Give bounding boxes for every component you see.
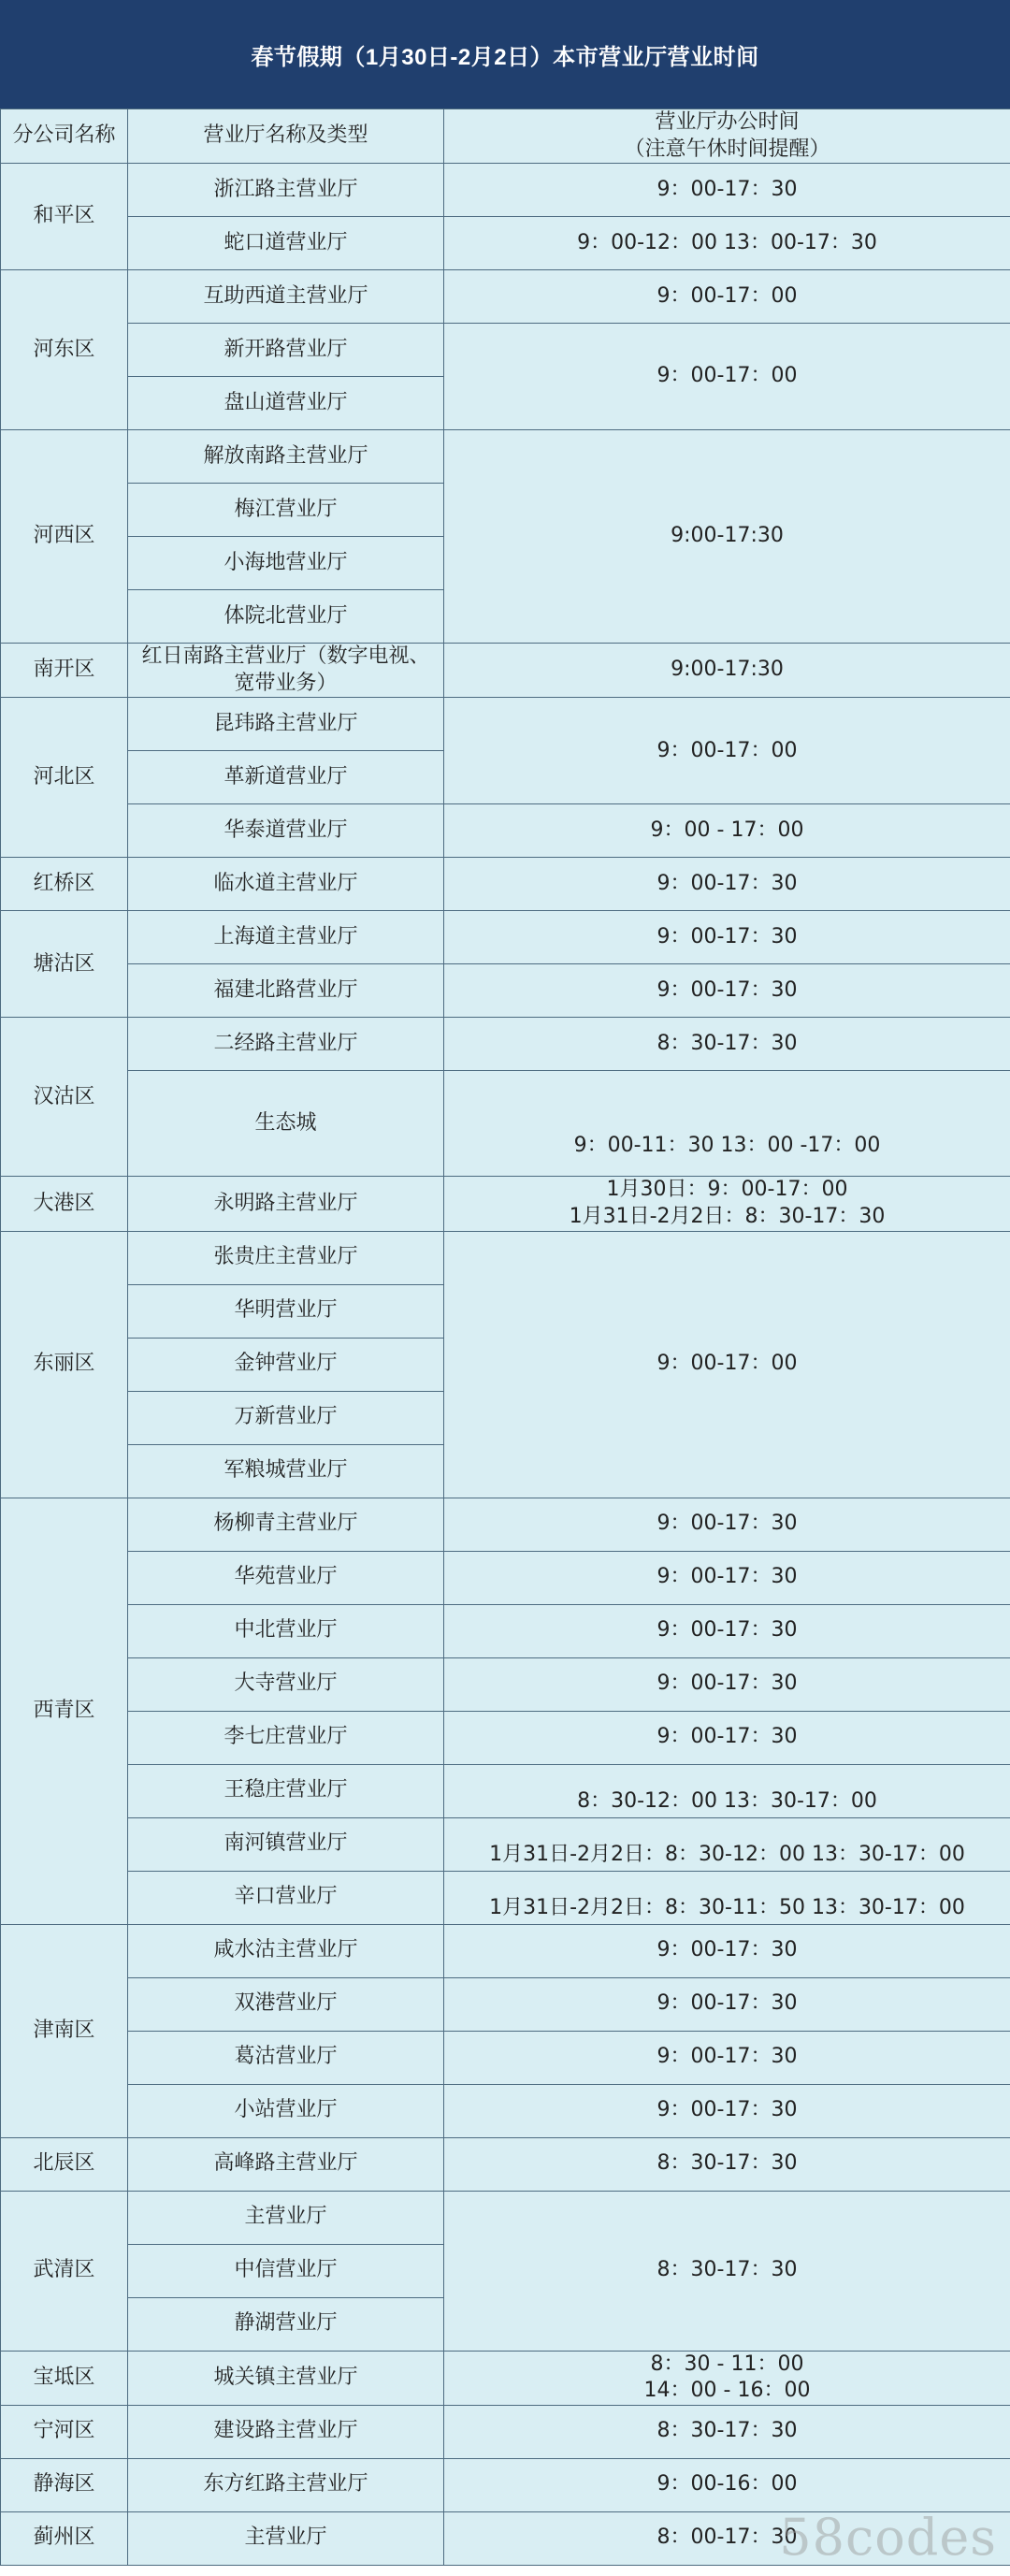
branch-cell: 东方红路主营业厅: [128, 2458, 444, 2511]
table-row: [1, 1071, 1010, 1177]
hours-cell: 8：30-17：30: [444, 2191, 1010, 2351]
branch-cell: 葛沽营业厅: [128, 2031, 444, 2084]
hours-cell: 9：00-17：00: [444, 270, 1010, 324]
branch-cell: 主营业厅: [128, 2511, 444, 2565]
hours-cell: 8：30-17：30: [444, 1018, 1010, 1071]
hours-cell: 8：30 - 11：00 14：00 - 16：00: [444, 2351, 1010, 2405]
branch-cell: 南河镇营业厅: [128, 1817, 444, 1871]
branch-cell: 小海地营业厅: [128, 537, 444, 590]
hours-cell: 8：00-17：30: [444, 2511, 1010, 2565]
watermark: 58codes: [779, 2508, 997, 2567]
district-cell: 河北区: [1, 698, 128, 858]
table-row: [1, 911, 1010, 964]
district-cell: 武清区: [1, 2191, 128, 2351]
district-cell: 河西区: [1, 430, 128, 644]
branch-cell: 高峰路主营业厅: [128, 2137, 444, 2191]
table-row: [1, 1604, 1010, 1657]
branch-cell: 主营业厅: [128, 2191, 444, 2244]
branch-cell: 永明路主营业厅: [128, 1177, 444, 1231]
district-cell: 塘沽区: [1, 911, 128, 1018]
district-cell: 东丽区: [1, 1231, 128, 1498]
table-row: [1, 2084, 1010, 2137]
table-row: [1, 1977, 1010, 2031]
district-cell: 和平区: [1, 164, 128, 270]
hours-cell: 9：00-17：30: [444, 1977, 1010, 2031]
hours-cell: 1月31日-2月2日：8：30-12：00 13：30-17：00: [444, 1817, 1010, 1871]
district-cell: 西青区: [1, 1498, 128, 1924]
table-row: [1, 1551, 1010, 1604]
branch-cell: 革新道营业厅: [128, 751, 444, 804]
hours-cell: 9:00-17:30: [444, 430, 1010, 644]
table-row: [1, 1018, 1010, 1071]
branch-cell: 梅江营业厅: [128, 484, 444, 537]
hours-cell: 9：00-17：30: [444, 1657, 1010, 1711]
table-row: [1, 2137, 1010, 2191]
hours-cell: 1月31日-2月2日：8：30-11：50 13：30-17：00: [444, 1871, 1010, 1924]
business-hours-table: [0, 109, 1010, 2566]
hours-cell: 9：00-17：30: [444, 2031, 1010, 2084]
table-row: [1, 2351, 1010, 2405]
table-row: [1, 430, 1010, 484]
table-row: [1, 270, 1010, 324]
branch-cell: 浙江路主营业厅: [128, 164, 444, 217]
hours-cell: 8：30-12：00 13：30-17：00: [444, 1764, 1010, 1817]
table-title: 春节假期（1月30日-2月2日）本市营业厅营业时间: [0, 0, 1010, 109]
table-row: [1, 164, 1010, 217]
table-row: [1, 964, 1010, 1018]
branch-cell: 二经路主营业厅: [128, 1018, 444, 1071]
hours-cell: 9：00-16：00: [444, 2458, 1010, 2511]
branch-cell: 辛口营业厅: [128, 1871, 444, 1924]
header-branch: 营业厅名称及类型: [128, 109, 444, 164]
branch-cell: 建设路主营业厅: [128, 2405, 444, 2458]
branch-cell: 静湖营业厅: [128, 2297, 444, 2351]
hours-cell: 9：00-17：00: [444, 324, 1010, 430]
table-row: [1, 1231, 1010, 1284]
branch-cell: 华泰道营业厅: [128, 804, 444, 858]
hours-cell: 9:00-17:30: [444, 644, 1010, 698]
district-cell: 宝坻区: [1, 2351, 128, 2405]
branch-cell: 华苑营业厅: [128, 1551, 444, 1604]
hours-cell: 9：00-17：00: [444, 698, 1010, 804]
table-row: [1, 2458, 1010, 2511]
branch-cell: 军粮城营业厅: [128, 1444, 444, 1498]
branch-cell: 中北营业厅: [128, 1604, 444, 1657]
hours-cell: 9：00-17：30: [444, 858, 1010, 911]
branch-cell: 大寺营业厅: [128, 1657, 444, 1711]
branch-cell: 红日南路主营业厅（数字电视、宽带业务）: [128, 644, 444, 698]
district-cell: 静海区: [1, 2458, 128, 2511]
district-cell: 红桥区: [1, 858, 128, 911]
header-hours: 营业厅办公时间 （注意午休时间提醒）: [444, 109, 1010, 164]
table-row: [1, 644, 1010, 698]
hours-cell: 9：00-17：30: [444, 1551, 1010, 1604]
branch-cell: 王稳庄营业厅: [128, 1764, 444, 1817]
hours-cell: 8：30-17：30: [444, 2405, 1010, 2458]
branch-cell: 临水道主营业厅: [128, 858, 444, 911]
header-row: [1, 109, 1010, 164]
branch-cell: 福建北路营业厅: [128, 964, 444, 1018]
district-cell: 南开区: [1, 644, 128, 698]
table-row: [1, 1817, 1010, 1871]
hours-cell: 9：00-17：30: [444, 1711, 1010, 1764]
hours-cell: 9：00-17：30: [444, 964, 1010, 1018]
branch-cell: 李七庄营业厅: [128, 1711, 444, 1764]
branch-cell: 万新营业厅: [128, 1391, 444, 1444]
hours-cell: 8：30-17：30: [444, 2137, 1010, 2191]
hours-cell: 9：00 - 17：00: [444, 804, 1010, 858]
branch-cell: 新开路营业厅: [128, 324, 444, 377]
hours-cell: 1月30日：9：00-17：00 1月31日-2月2日：8：30-17：30: [444, 1177, 1010, 1231]
branch-cell: 张贵庄主营业厅: [128, 1231, 444, 1284]
branch-cell: 中信营业厅: [128, 2244, 444, 2297]
table-row: [1, 2191, 1010, 2244]
branch-cell: 解放南路主营业厅: [128, 430, 444, 484]
branch-cell: 咸水沽主营业厅: [128, 1924, 444, 1977]
table-row: [1, 1498, 1010, 1551]
table-row: [1, 1177, 1010, 1231]
table-row: [1, 2405, 1010, 2458]
hours-cell: 9：00-17：30: [444, 164, 1010, 217]
branch-cell: 城关镇主营业厅: [128, 2351, 444, 2405]
table-row: [1, 1924, 1010, 1977]
branch-cell: 蛇口道营业厅: [128, 217, 444, 270]
branch-cell: 昆玮路主营业厅: [128, 698, 444, 751]
table-row: [1, 217, 1010, 270]
table-row: [1, 2031, 1010, 2084]
hours-cell: 9：00-17：30: [444, 1924, 1010, 1977]
branch-cell: 双港营业厅: [128, 1977, 444, 2031]
district-cell: 大港区: [1, 1177, 128, 1231]
table-row: [1, 1764, 1010, 1817]
district-cell: 汉沽区: [1, 1018, 128, 1177]
header-district: 分公司名称: [1, 109, 128, 164]
hours-cell: 9：00-17：30: [444, 1498, 1010, 1551]
hours-cell: 9：00-17：30: [444, 2084, 1010, 2137]
district-cell: 北辰区: [1, 2137, 128, 2191]
table-row: [1, 1657, 1010, 1711]
table-row: [1, 698, 1010, 751]
branch-cell: 杨柳青主营业厅: [128, 1498, 444, 1551]
branch-cell: 上海道主营业厅: [128, 911, 444, 964]
district-cell: 津南区: [1, 1924, 128, 2137]
hours-cell: 9：00-17：30: [444, 911, 1010, 964]
hours-cell: 9：00-17：00: [444, 1231, 1010, 1498]
hours-cell: 9：00-11：30 13：00 -17：00: [444, 1071, 1010, 1177]
branch-cell: 盘山道营业厅: [128, 377, 444, 430]
district-cell: 宁河区: [1, 2405, 128, 2458]
branch-cell: 生态城: [128, 1071, 444, 1177]
branch-cell: 互助西道主营业厅: [128, 270, 444, 324]
district-cell: 河东区: [1, 270, 128, 430]
hours-cell: 9：00-17：30: [444, 1604, 1010, 1657]
district-cell: 蓟州区: [1, 2511, 128, 2565]
table-row: [1, 804, 1010, 858]
table-row: [1, 858, 1010, 911]
branch-cell: 小站营业厅: [128, 2084, 444, 2137]
table-row: [1, 1871, 1010, 1924]
branch-cell: 体院北营业厅: [128, 590, 444, 644]
table-row: [1, 324, 1010, 377]
table-row: [1, 1711, 1010, 1764]
branch-cell: 金钟营业厅: [128, 1338, 444, 1391]
branch-cell: 华明营业厅: [128, 1284, 444, 1338]
hours-cell: 9：00-12：00 13：00-17：30: [444, 217, 1010, 270]
